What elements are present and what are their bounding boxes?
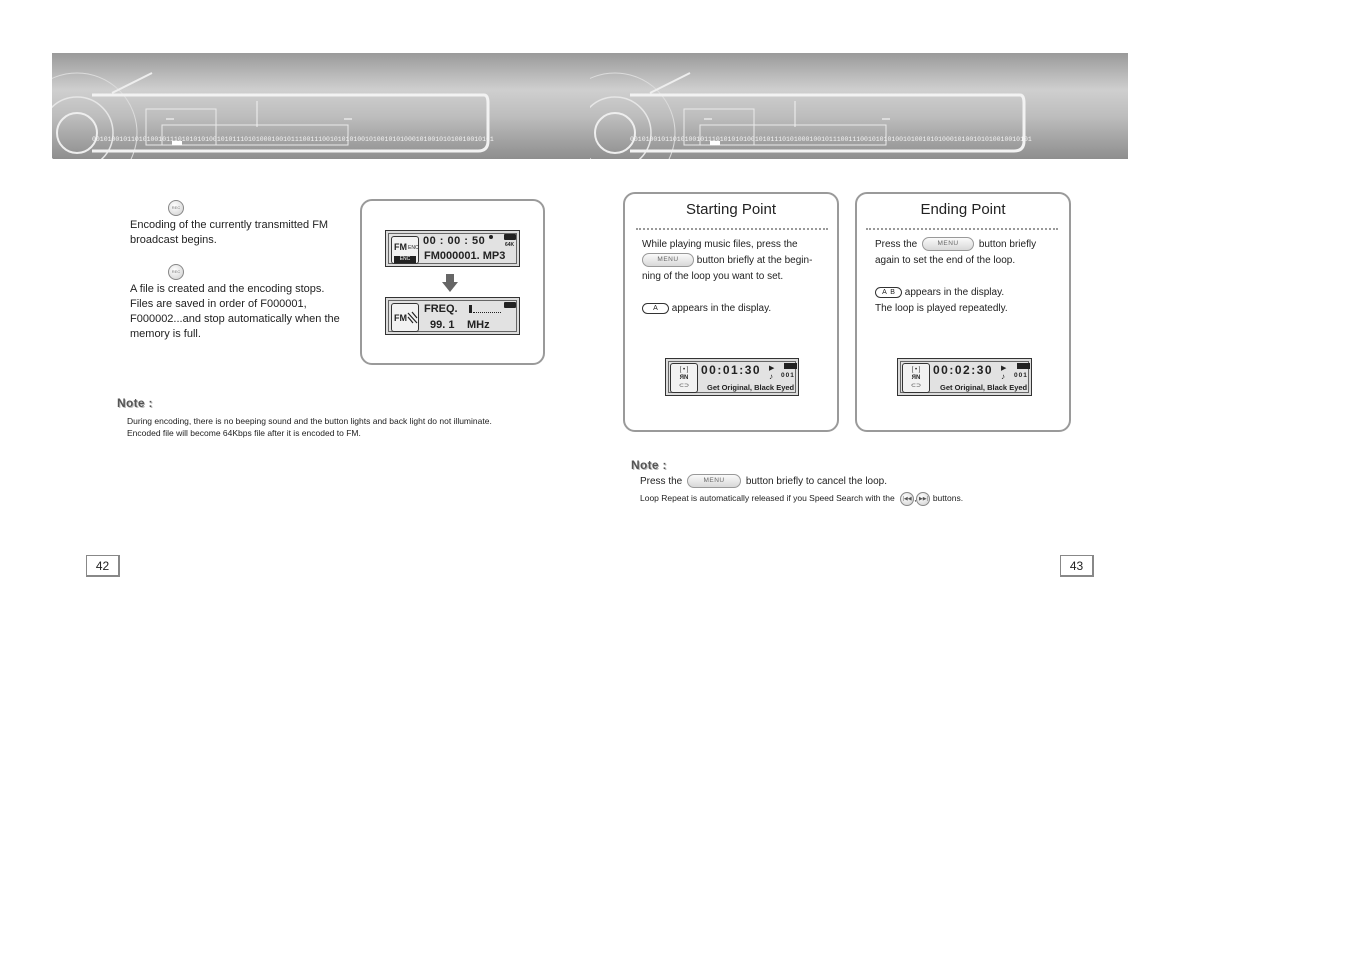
- instruction-text: appears in the display.: [904, 287, 1005, 298]
- instruction-line: [642, 301, 832, 317]
- step1-line: broadcast begins.: [130, 234, 217, 246]
- page-number: 42: [86, 555, 120, 577]
- fm-mode-icon: [391, 236, 419, 264]
- page-number: 43: [1060, 555, 1094, 577]
- frequency-value: 99. 1: [430, 319, 455, 331]
- binary-strip: 0010100101101010010111010101010010101110101000100101110011100101010100101001010100010100101010010010101: [630, 136, 1032, 143]
- note-icon: ♪: [1001, 372, 1005, 381]
- skip-back-icon: |◀◀: [900, 492, 914, 506]
- instruction-text: button briefly at the begin-: [696, 255, 813, 266]
- lcd-loop-start: [665, 358, 799, 396]
- battery-icon: [1017, 363, 1030, 369]
- repeat-mode-icon: [ • ] ЯN ⊂⊃: [902, 363, 930, 393]
- instruction-line: [875, 237, 1065, 253]
- banner-graphic: [590, 53, 1128, 159]
- fm-mode-icon: [391, 303, 419, 332]
- step2-line: A file is created and the encoding stops.: [130, 283, 325, 295]
- ending-instructions: [875, 237, 1065, 317]
- mode-sub-label: ENC: [408, 245, 419, 251]
- instruction-text: appears in the display.: [671, 303, 772, 314]
- note-icon: ♪: [769, 372, 773, 381]
- play-icon: ▶: [1001, 365, 1007, 372]
- track-number: 001: [781, 372, 795, 379]
- note-line-speed-search: [640, 490, 1160, 506]
- arrow-down-icon: [442, 274, 458, 292]
- lcd-radio: [385, 297, 520, 335]
- ending-point-title: Ending Point: [920, 201, 1006, 218]
- note-body: [127, 415, 567, 439]
- note-line-cancel: [640, 474, 1160, 490]
- battery-icon: [504, 234, 516, 240]
- note-text: Loop Repeat is automatically released if you Speed Search with the: [640, 493, 895, 503]
- menu-button-icon: MENU: [642, 253, 694, 267]
- elapsed-time: 00:01:30: [701, 363, 762, 377]
- signal-icon: [469, 305, 472, 313]
- note-separator: ,: [914, 493, 917, 503]
- step1-text: [130, 218, 350, 248]
- frequency-unit: MHz: [467, 319, 490, 331]
- header-banner-right: [590, 53, 1128, 159]
- instruction-line: The loop is played repeatedly.: [875, 303, 1008, 314]
- step2-line: memory is full.: [130, 328, 201, 340]
- song-title: Get Original, Black Eyed: [707, 383, 795, 392]
- note-text: Press the: [640, 476, 683, 487]
- mode-label: FM: [394, 313, 407, 323]
- instruction-line: ning of the loop you want to set.: [642, 271, 784, 282]
- skip-forward-icon: ▶▶|: [916, 492, 930, 506]
- play-icon: ▶: [769, 365, 775, 372]
- note-line: Encoded file will become 64Kbps file after it is encoded to FM.: [127, 428, 361, 438]
- elapsed-time: 00 : 00 : 50: [423, 235, 486, 247]
- starting-instructions: [642, 237, 832, 317]
- antenna-icon: [407, 311, 418, 325]
- dotted-divider: [636, 228, 828, 230]
- instruction-line: [642, 253, 832, 269]
- header-banner-left: [52, 53, 590, 159]
- binary-strip: 0010100101101010010111010101010010101110101000100101110011100101010100101001010100010100101010010010101: [92, 136, 494, 143]
- signal-meter: [473, 312, 501, 313]
- mode-label: FM: [394, 242, 407, 252]
- step2-line: Files are saved in order of F000001,: [130, 298, 307, 310]
- loop-a-icon: A: [642, 303, 669, 314]
- dotted-divider: [866, 228, 1058, 230]
- lcd-encoding: [385, 230, 520, 267]
- note-text: buttons.: [932, 493, 964, 503]
- repeat-mode-icon: [ • ] ЯN ⊂⊃: [670, 363, 698, 393]
- note-title: Note :: [631, 458, 667, 472]
- note-text: button briefly to cancel the loop.: [745, 476, 888, 487]
- instruction-text: Press the: [875, 239, 918, 250]
- note-line: During encoding, there is no beeping sound and the button lights and back light do not illuminate.: [127, 416, 492, 426]
- instruction-line: again to set the end of the loop.: [875, 255, 1016, 266]
- rec-button-icon: REC: [168, 264, 184, 280]
- note-title: Note :: [117, 396, 153, 410]
- banner-graphic: [52, 53, 590, 159]
- lcd-loop-end: [897, 358, 1032, 396]
- step1-line: Encoding of the currently transmitted FM: [130, 219, 329, 231]
- instruction-line: While playing music files, press the: [642, 239, 798, 250]
- track-number: 001: [1014, 372, 1028, 379]
- starting-point-title: Starting Point: [685, 201, 777, 218]
- song-title: Get Original, Black Eyed: [940, 383, 1028, 392]
- elapsed-time: 00:02:30: [933, 363, 994, 377]
- loop-ab-icon: A B: [875, 287, 902, 298]
- bitrate-label: 64K: [505, 242, 515, 248]
- instruction-line: [875, 285, 1065, 301]
- step2-line: F000002...and stop automatically when the: [130, 313, 340, 325]
- freq-label: FREQ.: [424, 303, 458, 315]
- step2-text: [130, 282, 360, 342]
- battery-icon: [504, 302, 516, 308]
- file-name: FM000001. MP3: [424, 250, 506, 262]
- menu-button-icon: MENU: [922, 237, 974, 251]
- instruction-text: button briefly: [978, 239, 1037, 250]
- battery-icon: [784, 363, 797, 369]
- enc-badge: ENC: [394, 256, 416, 263]
- menu-button-icon: MENU: [687, 474, 741, 488]
- rec-button-icon: REC: [168, 200, 184, 216]
- record-dot-icon: [489, 235, 493, 239]
